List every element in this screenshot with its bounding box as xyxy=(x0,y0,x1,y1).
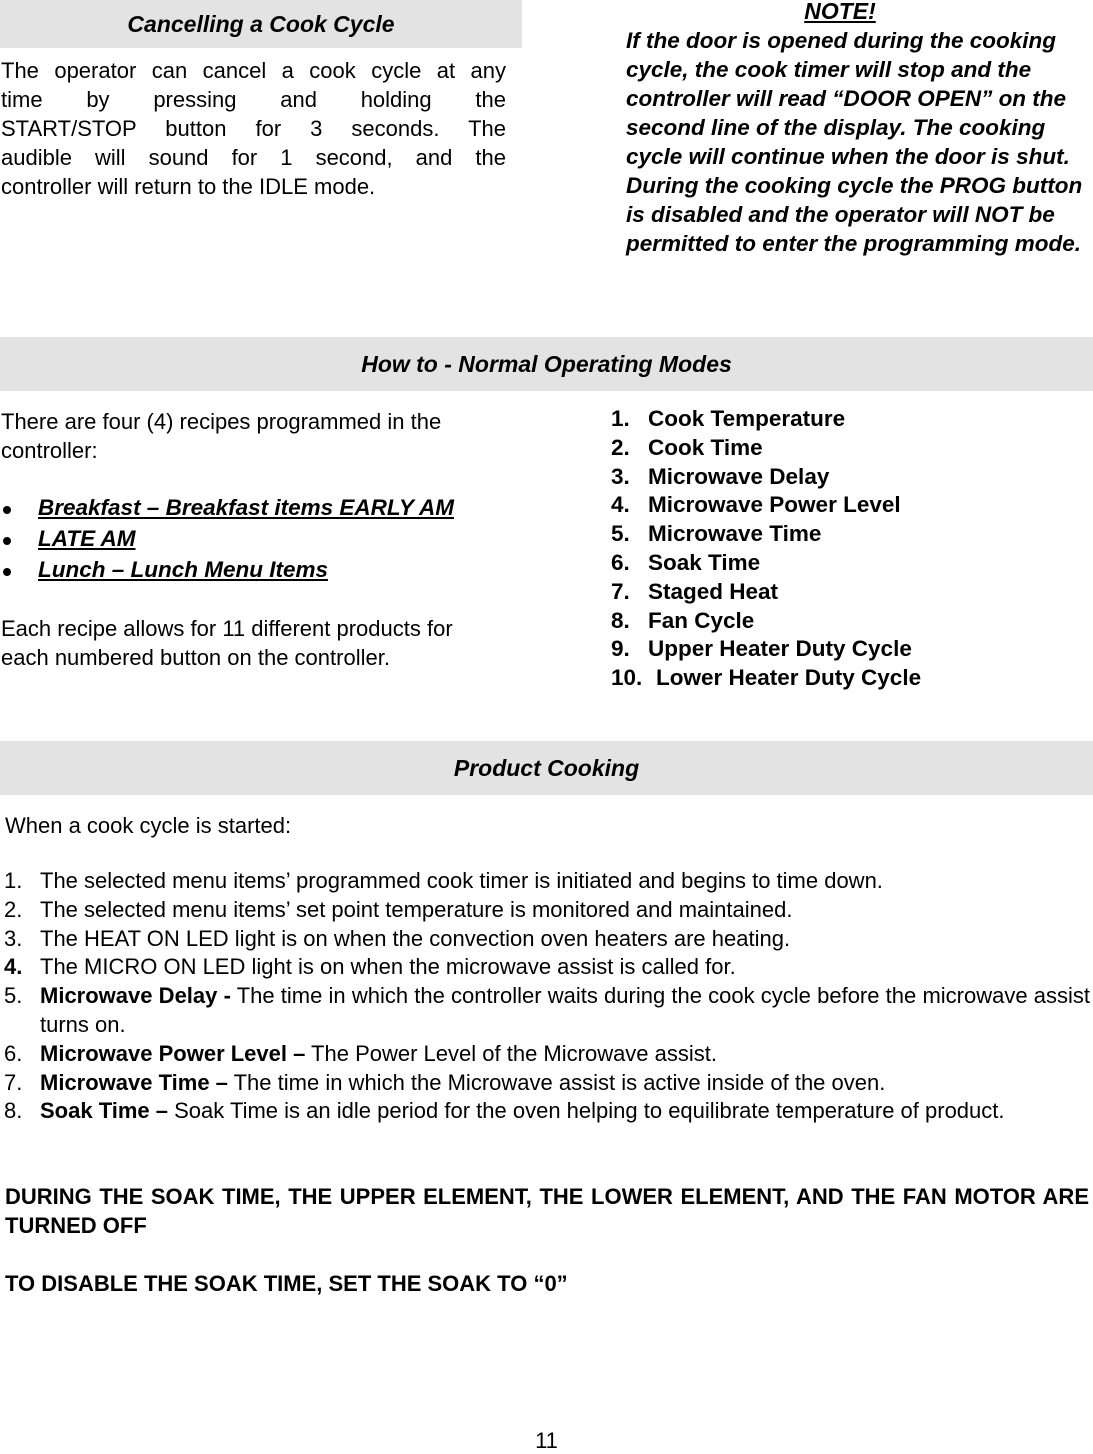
cooking-steps xyxy=(4,867,1090,1126)
cancel-line-5: controller will return to the IDLE mode. xyxy=(1,174,376,199)
cancel-line-4: audible will sound for 1 second, and the xyxy=(1,145,506,170)
note-paragraph-door: If the door is opened during the cooking cycle, the cook timer will stop and the controller will read “DOOR OPEN” on the second line of the display. The cooking cycle will continue when the door is shut. xyxy=(626,28,1070,169)
cancel-line-2: time by pressing and holding the xyxy=(1,87,506,112)
note-title: NOTE! xyxy=(804,0,876,24)
bullet-icon xyxy=(3,506,11,514)
soak-disable-note: TO DISABLE THE SOAK TIME, SET THE SOAK TO “0” xyxy=(5,1271,568,1296)
step-item: 7. Microwave Time – The time in which the Microwave assist is active inside of the oven. xyxy=(4,1069,886,1095)
cancel-line-3: START/STOP button for 3 seconds. The xyxy=(1,116,506,141)
recipe-label: Breakfast – Breakfast items EARLY AM xyxy=(38,495,454,520)
modes-heading: How to - Normal Operating Modes xyxy=(0,337,1093,391)
soak-warning: DURING THE SOAK TIME, THE UPPER ELEMENT, THE LOWER ELEMENT, AND THE FAN MOTOR ARE TURNED OFF xyxy=(5,1184,1089,1238)
parameter-item: 3. Microwave Delay xyxy=(611,463,830,489)
recipe-item xyxy=(0,557,454,588)
cancel-line-1: The operator can cancel a cook cycle at any xyxy=(1,58,506,83)
parameter-item: 5. Microwave Time xyxy=(611,521,822,547)
products-note: Each recipe allows for 11 different products for each numbered button on the controller. xyxy=(1,616,453,670)
recipe-label: LATE AM xyxy=(38,526,136,551)
parameter-item: 4. Microwave Power Level xyxy=(611,492,901,518)
cooking-intro: When a cook cycle is started: xyxy=(5,813,292,838)
parameter-item: 6. Soak Time xyxy=(611,549,761,575)
parameter-item: 10. Lower Heater Duty Cycle xyxy=(611,665,922,691)
parameter-item: 9. Upper Heater Duty Cycle xyxy=(611,636,912,662)
modes-intro: There are four (4) recipes programmed in the controller: xyxy=(1,409,442,463)
recipe-item xyxy=(0,526,454,557)
note-paragraph-prog: During the cooking cycle the PROG button is disabled and the operator will NOT be permitted to enter the programming mode. xyxy=(626,173,1083,256)
cancel-paragraph xyxy=(1,56,506,201)
bullet-icon xyxy=(3,537,11,545)
page-number: 11 xyxy=(535,1428,558,1453)
parameter-item: 8. Fan Cycle xyxy=(611,607,755,633)
recipe-list xyxy=(0,495,454,588)
step-item: 5. Microwave Delay - The time in which the controller waits during the cook cycle before the microwave assist turns on. xyxy=(4,983,1091,1037)
step-item: 1. The selected menu items’ programmed cook timer is initiated and begins to time down. xyxy=(4,868,883,893)
parameter-list xyxy=(611,405,921,693)
recipe-label: Lunch – Lunch Menu Items xyxy=(38,557,329,582)
parameter-item: 7. Staged Heat xyxy=(611,578,779,604)
cooking-heading: Product Cooking xyxy=(0,741,1093,795)
cancel-heading: Cancelling a Cook Cycle xyxy=(0,0,522,48)
parameter-item: 2. Cook Time xyxy=(611,434,763,460)
step-item: 6. Microwave Power Level – The Power Level of the Microwave assist. xyxy=(4,1040,718,1066)
step-item: 2. The selected menu items’ set point temperature is monitored and maintained. xyxy=(4,896,793,922)
step-item: 4. The MICRO ON LED light is on when the microwave assist is called for. xyxy=(4,954,736,980)
note-body xyxy=(626,26,1093,258)
step-item: 3. The HEAT ON LED light is on when the convection oven heaters are heating. xyxy=(4,925,791,951)
parameter-item: 1. Cook Temperature xyxy=(611,406,846,431)
recipe-item xyxy=(0,495,454,526)
bullet-icon xyxy=(3,568,11,576)
step-item: 8. Soak Time – Soak Time is an idle period for the oven helping to equilibrate temperature of product. xyxy=(4,1098,1005,1124)
